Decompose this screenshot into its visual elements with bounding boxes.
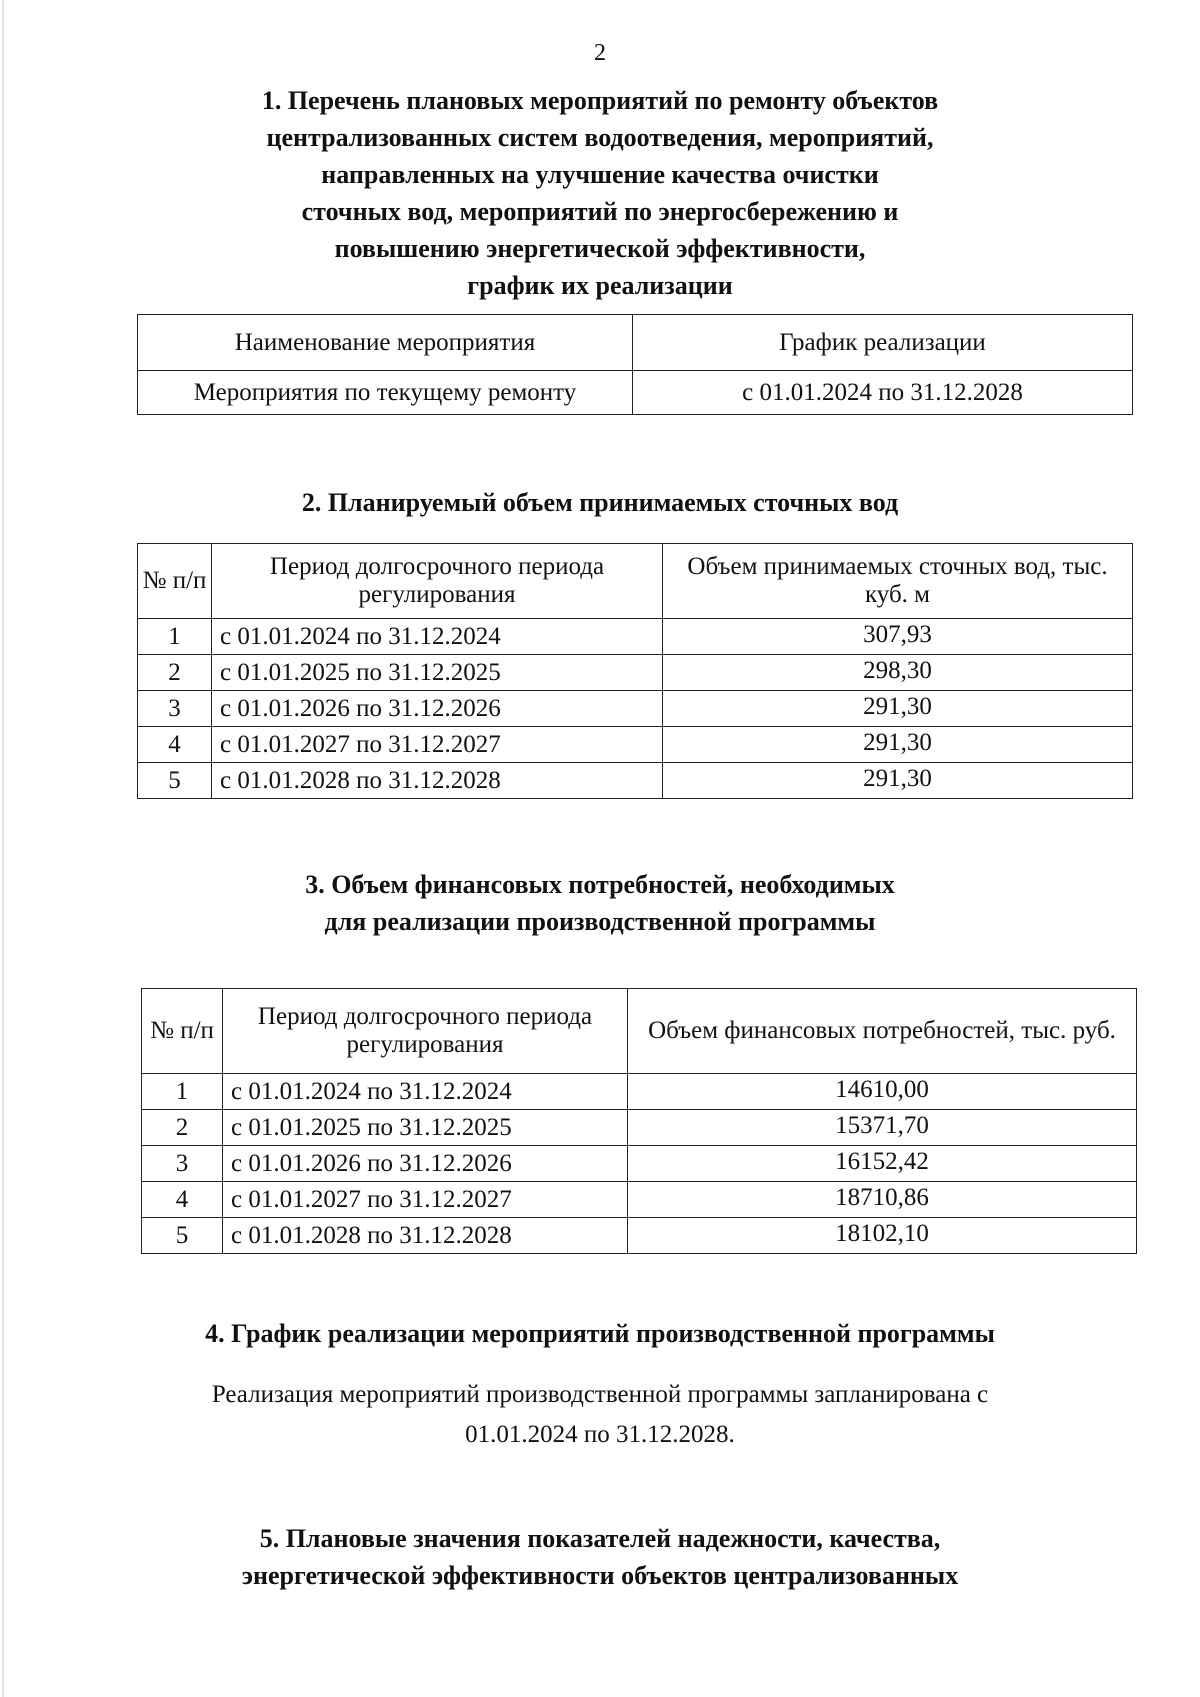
section-1-title-line: 1. Перечень плановых мероприятий по ремонту объектов bbox=[261, 86, 939, 115]
table-row bbox=[142, 1182, 1137, 1218]
section-1-title-line: направленных на улучшение качества очистки bbox=[321, 160, 879, 189]
table-row bbox=[142, 1218, 1137, 1254]
period-cell: с 01.01.2025 по 31.12.2025 bbox=[223, 1110, 628, 1146]
financial-value-cell: 15371,70 bbox=[628, 1110, 1137, 1146]
wastewater-volume-table bbox=[137, 543, 1133, 799]
column-header-number: № п/п bbox=[142, 989, 223, 1074]
table-row bbox=[138, 727, 1133, 763]
volume-cell: 291,30 bbox=[663, 727, 1133, 763]
section-3-title-line: 3. Объем финансовых потребностей, необходимых bbox=[305, 870, 895, 899]
financial-value-cell: 16152,42 bbox=[628, 1146, 1137, 1182]
column-header-period: Период долгосрочного периода регулирования bbox=[223, 989, 628, 1074]
row-number-cell: 3 bbox=[142, 1146, 223, 1182]
period-cell: с 01.01.2025 по 31.12.2025 bbox=[212, 655, 663, 691]
table-row bbox=[142, 1146, 1137, 1182]
row-number-cell: 5 bbox=[138, 763, 212, 799]
section-5-title-line: энергетической эффективности объектов централизованных bbox=[241, 1561, 959, 1590]
page-number: 2 bbox=[594, 40, 606, 66]
section-4-title: 4. График реализации мероприятий производственной программы bbox=[205, 1319, 995, 1348]
period-cell: с 01.01.2028 по 31.12.2028 bbox=[212, 763, 663, 799]
column-header-number: № п/п bbox=[138, 544, 212, 619]
period-cell: с 01.01.2027 по 31.12.2027 bbox=[212, 727, 663, 763]
row-number-cell: 2 bbox=[142, 1110, 223, 1146]
period-cell: с 01.01.2024 по 31.12.2024 bbox=[223, 1074, 628, 1110]
volume-cell: 291,30 bbox=[663, 763, 1133, 799]
column-header-financial-needs: Объем финансовых потребностей, тыс. руб. bbox=[628, 989, 1137, 1074]
table-header-row bbox=[138, 544, 1133, 619]
section-5-title-line: 5. Плановые значения показателей надежности, качества, bbox=[259, 1524, 941, 1553]
section-5-title bbox=[0, 1520, 1200, 1594]
volume-cell: 307,93 bbox=[663, 619, 1133, 655]
section-4-text bbox=[0, 1375, 1200, 1455]
table-header-row bbox=[138, 315, 1133, 371]
period-cell: с 01.01.2028 по 31.12.2028 bbox=[223, 1218, 628, 1254]
row-number-cell: 3 bbox=[138, 691, 212, 727]
table-row bbox=[138, 691, 1133, 727]
table-row bbox=[138, 371, 1133, 415]
column-header-schedule: График реализации bbox=[633, 315, 1133, 371]
section-1-title bbox=[0, 82, 1200, 304]
section-4-text-line: 01.01.2024 по 31.12.2028. bbox=[465, 1421, 735, 1448]
section-1-title-line: график их реализации bbox=[467, 271, 733, 300]
period-cell: с 01.01.2026 по 31.12.2026 bbox=[212, 691, 663, 727]
section-2-title: 2. Планируемый объем принимаемых сточных вод bbox=[301, 488, 899, 517]
table-row bbox=[138, 763, 1133, 799]
row-number-cell: 4 bbox=[142, 1182, 223, 1218]
table-row bbox=[142, 1110, 1137, 1146]
section-1-title-line: централизованных систем водоотведения, мероприятий, bbox=[266, 123, 934, 152]
table-row bbox=[138, 655, 1133, 691]
activity-name-cell: Мероприятия по текущему ремонту bbox=[138, 371, 633, 415]
period-cell: с 01.01.2024 по 31.12.2024 bbox=[212, 619, 663, 655]
volume-cell: 291,30 bbox=[663, 691, 1133, 727]
financial-value-cell: 18710,86 bbox=[628, 1182, 1137, 1218]
row-number-cell: 1 bbox=[142, 1074, 223, 1110]
activity-schedule-cell: с 01.01.2024 по 31.12.2028 bbox=[633, 371, 1133, 415]
column-header-activity: Наименование мероприятия bbox=[138, 315, 633, 371]
section-3-title bbox=[0, 866, 1200, 940]
activities-table bbox=[137, 314, 1133, 415]
column-header-volume: Объем принимаемых сточных вод, тыс. куб. м bbox=[663, 544, 1133, 619]
financial-value-cell: 18102,10 bbox=[628, 1218, 1137, 1254]
row-number-cell: 5 bbox=[142, 1218, 223, 1254]
financial-value-cell: 14610,00 bbox=[628, 1074, 1137, 1110]
table-row bbox=[138, 619, 1133, 655]
section-1-title-line: сточных вод, мероприятий по энергосбережению и bbox=[301, 197, 899, 226]
section-3-title-line: для реализации производственной программы bbox=[324, 907, 876, 936]
row-number-cell: 4 bbox=[138, 727, 212, 763]
column-header-period: Период долгосрочного периода регулирования bbox=[212, 544, 663, 619]
row-number-cell: 1 bbox=[138, 619, 212, 655]
period-cell: с 01.01.2026 по 31.12.2026 bbox=[223, 1146, 628, 1182]
table-row bbox=[142, 1074, 1137, 1110]
section-4-text-line: Реализация мероприятий производственной программы запланирована с bbox=[211, 1381, 989, 1408]
volume-cell: 298,30 bbox=[663, 655, 1133, 691]
financial-needs-table bbox=[141, 988, 1137, 1254]
section-1-title-line: повышению энергетической эффективности, bbox=[334, 234, 866, 263]
row-number-cell: 2 bbox=[138, 655, 212, 691]
table-header-row bbox=[142, 989, 1137, 1074]
period-cell: с 01.01.2027 по 31.12.2027 bbox=[223, 1182, 628, 1218]
